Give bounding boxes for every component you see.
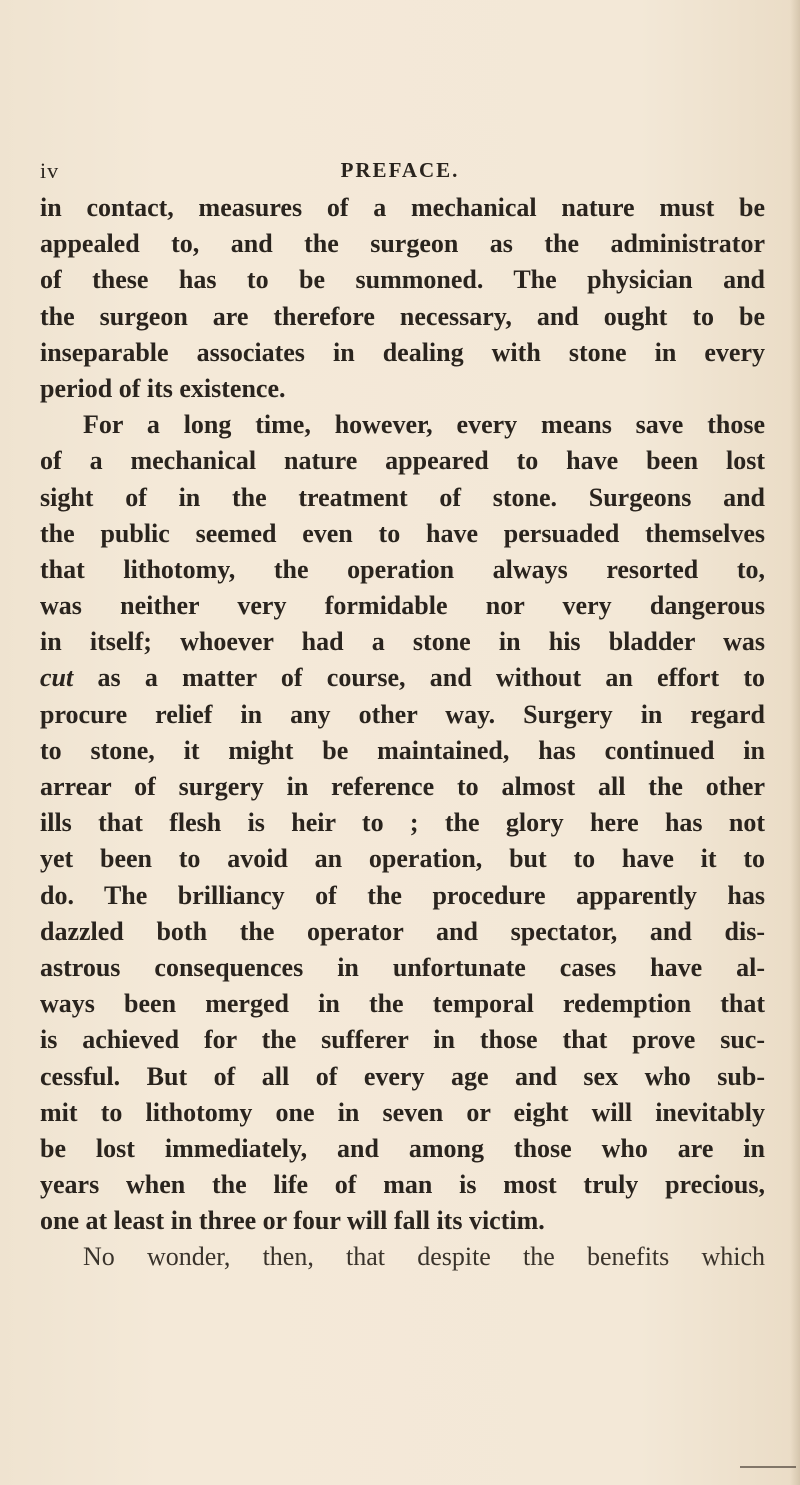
running-head-title: PREFACE. (340, 158, 460, 182)
text-line: one at least in three or four will fall its victim. (40, 1206, 545, 1236)
text-line: of these has to be summoned. The physician and (40, 265, 765, 295)
paragraph-start-line: For a long time, however, every means save those (83, 410, 765, 440)
text-line: in itself; whoever had a stone in his bladder was (40, 627, 765, 657)
text-fragment: as a matter of course, and without an effort to (97, 663, 766, 693)
text-line: inseparable associates in dealing with stone in every (40, 337, 765, 367)
text-line: ills that flesh is heir to ; the glory here has not (40, 808, 765, 838)
text-line: yet been to avoid an operation, but to have it to (40, 844, 765, 874)
text-line: ways been merged in the temporal redemption that (40, 989, 765, 1019)
text-line: procure relief in any other way. Surgery in regard (40, 699, 765, 729)
text-line: cessful. But of all of every age and sex who sub- (40, 1061, 765, 1091)
text-line: appealed to, and the surgeon as the administrator (40, 229, 765, 259)
text-line: arrear of surgery in reference to almost all the other (40, 772, 765, 801)
text-line: astrous consequences in unfortunate cases have al- (40, 952, 765, 982)
text-line: sight of in the treatment of stone. Surgeons and (40, 482, 765, 512)
text-line: period of its existence. (40, 373, 286, 403)
page-number: iv (40, 158, 60, 183)
text-line: to stone, it might be maintained, has continued in (40, 735, 765, 765)
page-edge-shadow (790, 0, 800, 1485)
text-line: of a mechanical nature appeared to have been lost (40, 446, 765, 476)
text-line: do. The brilliancy of the procedure apparently has (40, 880, 765, 910)
text-line: in contact, measures of a mechanical nature must be (40, 193, 765, 222)
text-line: is achieved for the sufferer in those that prove suc- (40, 1025, 765, 1055)
page-bottom-mark (740, 1466, 796, 1468)
text-line: years when the life of man is most truly precious, (40, 1170, 765, 1200)
text-line: the surgeon are therefore necessary, and ought to be (40, 301, 765, 331)
text-line: be lost immediately, and among those who are in (40, 1133, 765, 1163)
running-header (40, 158, 760, 188)
text-line: mit to lithotomy one in seven or eight will inevitably (40, 1097, 765, 1127)
text-line: dazzled both the operator and spectator, and dis- (40, 916, 765, 946)
text-line: that lithotomy, the operation always resorted to, (40, 554, 765, 584)
text-line: the public seemed even to have persuaded themselves (40, 518, 765, 548)
text-line-with-italic (40, 660, 765, 696)
italic-word: cut (40, 663, 74, 693)
paragraph-start-line: No wonder, then, that despite the benefits which (83, 1242, 765, 1272)
text-line: was neither very formidable nor very dangerous (40, 591, 765, 621)
body-text (40, 190, 765, 1276)
